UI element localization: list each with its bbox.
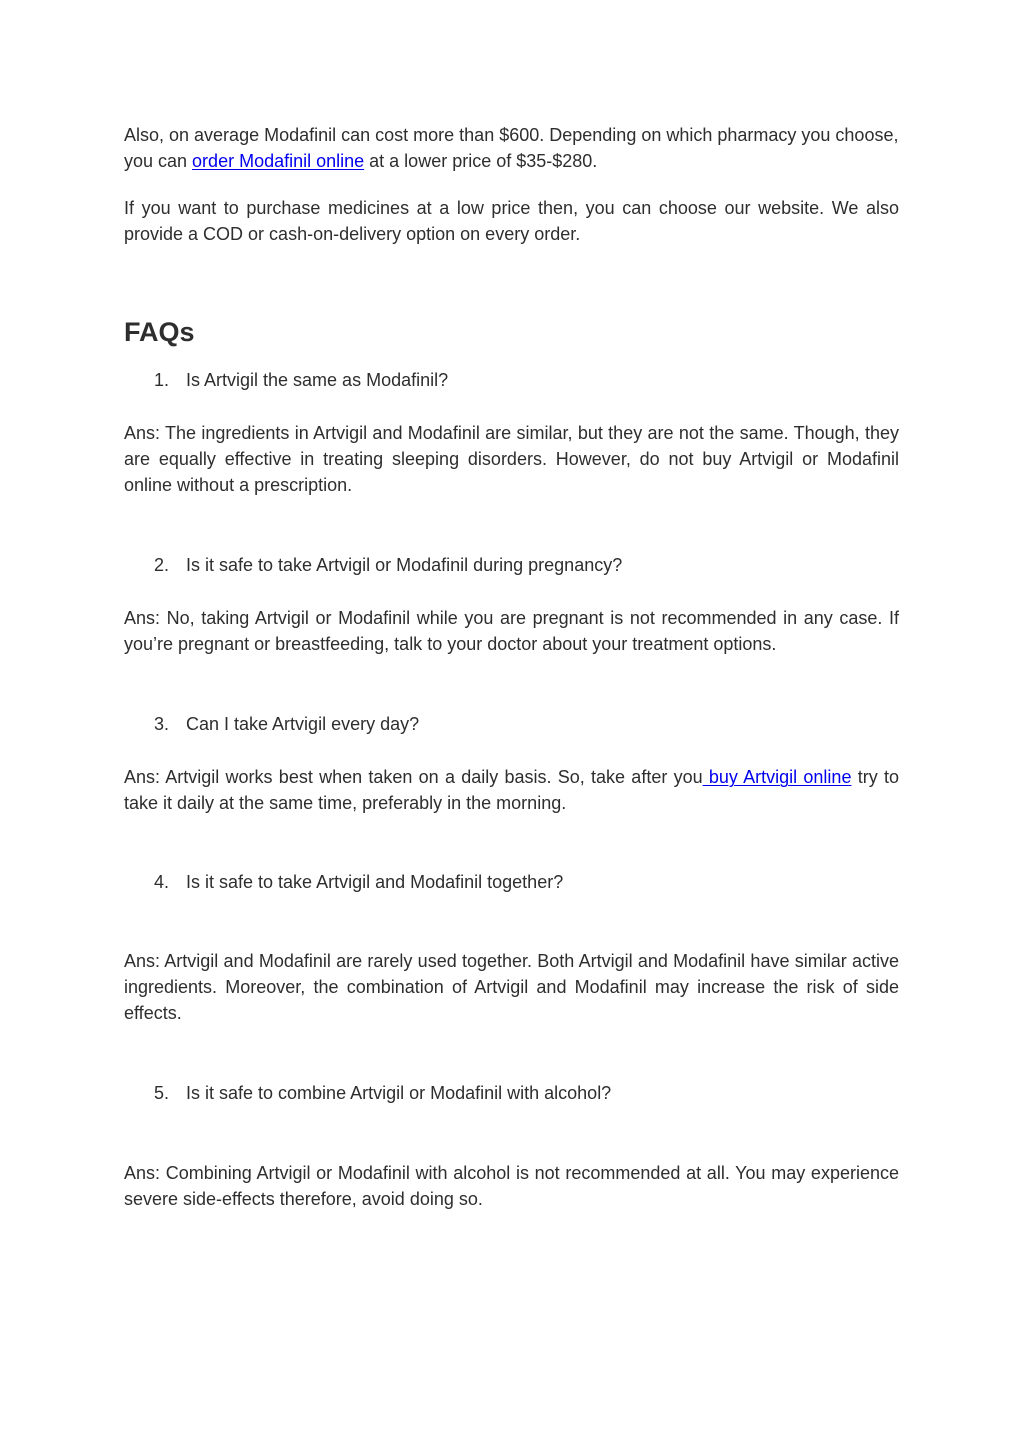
faq-question-number: 1. xyxy=(154,370,170,390)
faq-answer-5: Ans: Combining Artvigil or Modafinil with alcohol is not recommended at all. You may experience severe side-effects therefore, avoid doing so. xyxy=(124,1163,899,1209)
faq-question-5 xyxy=(154,1080,611,1106)
faq-question-text: Is it safe to take Artvigil and Modafinil together? xyxy=(186,872,564,892)
faq-question-number: 2. xyxy=(154,555,170,575)
faq-heading: FAQs xyxy=(124,317,195,347)
intro-paragraph-price xyxy=(124,122,899,174)
faq-answer-1: Ans: The ingredients in Artvigil and Modafinil are similar, but they are not the same. Though, they are equally effective in treating sleeping disorders. However, do not buy Artvigil or Modafinil online without a prescription. xyxy=(124,423,899,495)
faq-question-text: Is it safe to combine Artvigil or Modafinil with alcohol? xyxy=(186,1083,612,1103)
faq-question-1 xyxy=(154,367,448,393)
faq-question-4 xyxy=(154,869,563,895)
order-modafinil-online-link[interactable]: order Modafinil online xyxy=(192,151,365,171)
intro-paragraph-website: If you want to purchase medicines at a low price then, you can choose our website. We also provide a COD or cash-on-delivery option on every order. xyxy=(124,198,899,244)
faq-question-number: 3. xyxy=(154,714,170,734)
intro-text-after-link: at a lower price of $35-$280. xyxy=(364,151,598,171)
faq-answer-2: Ans: No, taking Artvigil or Modafinil while you are pregnant is not recommended in any case. If you’re pregnant or breastfeeding, talk to your doctor about your treatment options. xyxy=(124,608,899,654)
faq-question-number: 5. xyxy=(154,1083,170,1103)
faq-question-text: Is Artvigil the same as Modafinil? xyxy=(186,370,449,390)
intro-text-before-link: Also, on average Modafinil can cost more than $600. Depending on which pharmacy you choose, you can xyxy=(124,125,899,171)
faq-question-3 xyxy=(154,711,419,737)
faq-question-text: Can I take Artvigil every day? xyxy=(186,714,420,734)
faq-answer-3-text-after-link: try to take it daily at the same time, preferably in the morning. xyxy=(124,767,899,813)
faq-question-number: 4. xyxy=(154,872,170,892)
faq-question-2 xyxy=(154,552,622,578)
faq-answer-3 xyxy=(124,764,899,816)
faq-answer-3-text-before-link: Ans: Artvigil works best when taken on a daily basis. So, take after you xyxy=(124,767,703,787)
faq-question-text: Is it safe to take Artvigil or Modafinil during pregnancy? xyxy=(186,555,623,575)
faq-answer-4: Ans: Artvigil and Modafinil are rarely used together. Both Artvigil and Modafinil have similar active ingredients. Moreover, the combination of Artvigil and Modafinil may increase the risk of side effects. xyxy=(124,951,899,1023)
buy-artvigil-online-link[interactable]: buy Artvigil online xyxy=(702,767,852,787)
